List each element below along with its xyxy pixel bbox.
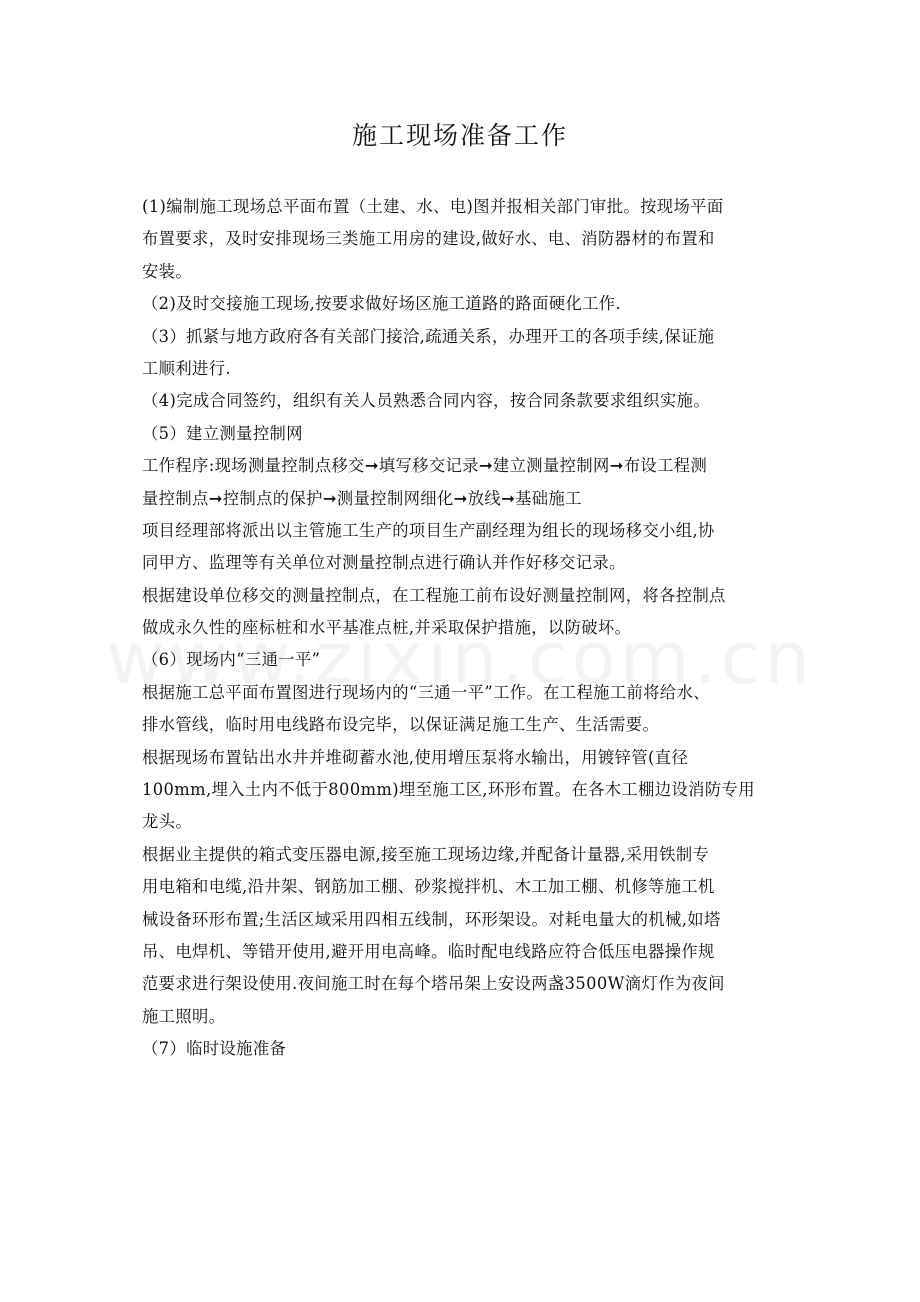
text-line: 根据现场布置钻出水井并堆砌蓄水池,使用增压泵将水输出，用镀锌管(直径 [142, 747, 689, 767]
document-title: 施工现场准备工作 [351, 121, 568, 150]
text-line: 工顺利进行. [142, 358, 231, 378]
text-line: 范要求进行架设使用.夜间施工时在每个塔吊架上安设两盏3500W滴灯作为夜间 [142, 974, 725, 994]
text-line: （3）抓紧与地方政府各有关部门接洽,疏通关系，办理开工的各项手续,保证施 [142, 326, 715, 346]
text-line: 工作程序:现场测量控制点移交➞填写移交记录➞建立测量控制网➞布设工程测 [142, 456, 708, 476]
section-heading: （5）建立测量控制网 [142, 423, 303, 443]
text-line: 排水管线，临时用电线路布设完毕，以保证满足施工生产、生活需要。 [142, 715, 660, 735]
text-line: （4)完成合同签约，组织有关人员熟悉合同内容，按合同条款要求组织实施。 [142, 391, 710, 411]
text-line: 项目经理部将派出以主管施工生产的项目生产副经理为组长的现场移交小组,协 [142, 520, 715, 540]
text-line: 做成永久性的座标桩和水平基准点桩,并采取保护措施，以防破坏。 [142, 618, 632, 638]
document-body [142, 191, 782, 1066]
text-line: 根据建设单位移交的测量控制点，在工程施工前布设好测量控制网，将各控制点 [142, 585, 726, 605]
text-line: 量控制点➞控制点的保护➞测量控制网细化➞放线➞基础施工 [142, 488, 582, 508]
text-line: 用电箱和电缆,沿井架、钢筋加工棚、砂浆搅拌机、木工加工棚、机修等施工机 [142, 877, 715, 897]
text-line: 同甲方、监理等有关单位对测量控制点进行确认并作好移交记录。 [142, 553, 626, 573]
text-line: 安装。 [142, 261, 193, 281]
section-heading: （6）现场内“三通一平” [142, 650, 321, 670]
section-heading: （7）临时设施准备 [142, 1039, 287, 1059]
text-line: (1)编制施工现场总平面布置（土建、水、电)图并报相关部门审批。按现场平面 [142, 197, 724, 216]
text-line: （2)及时交接施工现场,按要求做好场区施工道路的路面硬化工作. [142, 294, 622, 314]
text-line: 根据业主提供的箱式变压器电源,接至施工现场边缘,并配备计量器,采用铁制专 [142, 844, 710, 864]
text-line: 械设备环形布置;生活区域采用四相五线制，环形架设。对耗电量大的机械,如塔 [142, 909, 721, 929]
text-line: 吊、电焊机、等错开使用,避开用电高峰。临时配电线路应符合低压电器操作规 [142, 941, 715, 961]
text-line: 布置要求，及时安排现场三类施工用房的建设,做好水、电、消防器材的布置和 [142, 229, 715, 249]
text-line: 100mm,埋入土内不低于800mm)埋至施工区,环形布置。在各木工棚边设消防专用 [142, 780, 755, 800]
text-line: 施工照明。 [142, 1006, 226, 1026]
text-line: 龙头。 [142, 812, 193, 832]
text-line: 根据施工总平面布置图进行现场内的“三通一平”工作。在工程施工前将给水、 [142, 682, 710, 702]
